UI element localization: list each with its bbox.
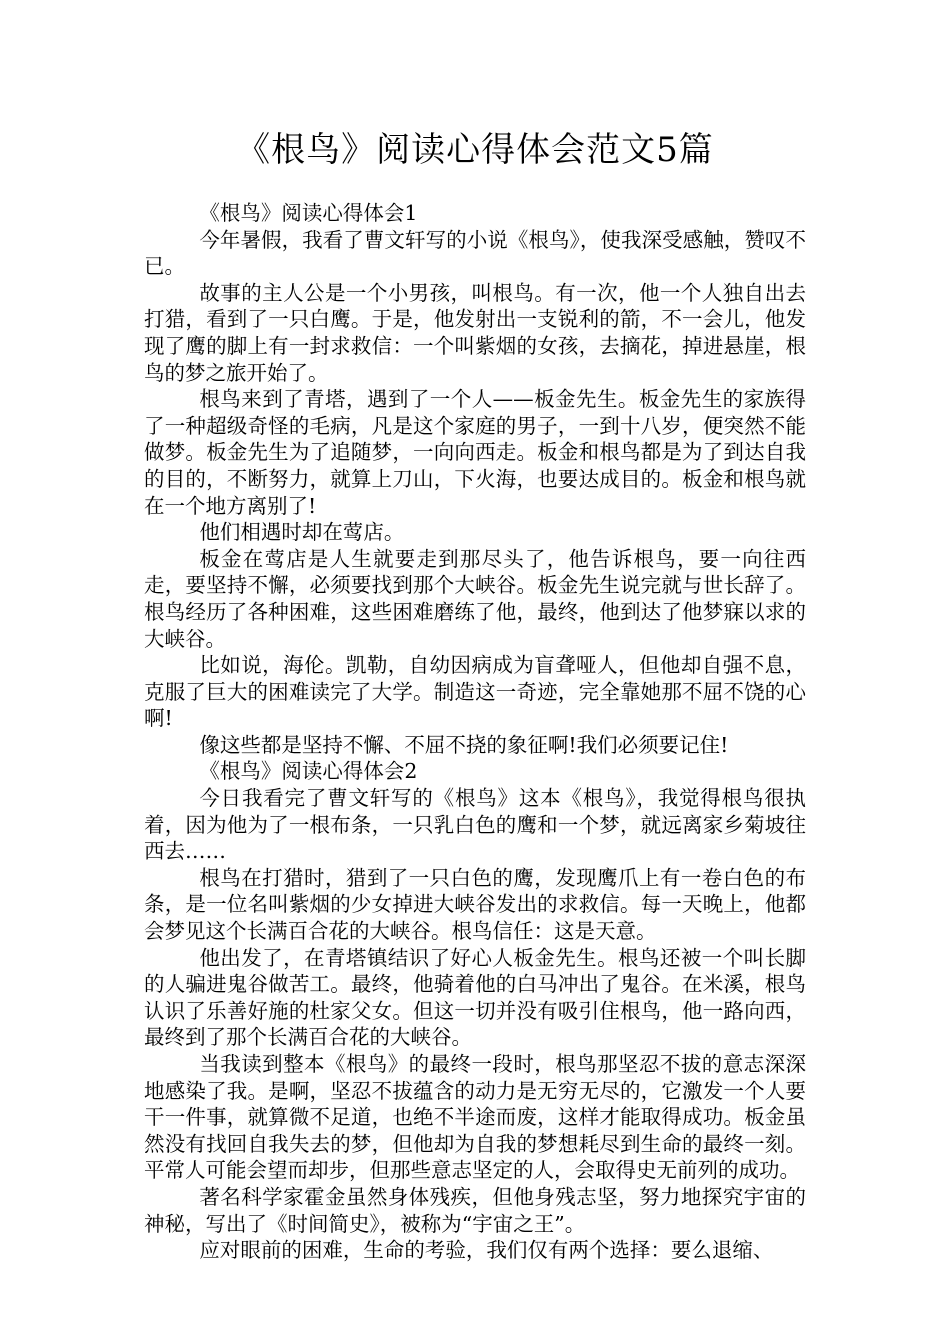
- paragraph: 著名科学家霍金虽然身体残疾，但他身残志坚，努力地探究宇宙的神秘，写出了《时间简史》，被称为“宇宙之王”。: [144, 1184, 806, 1236]
- paragraph: 他出发了，在青塔镇结识了好心人板金先生。根鸟还被一个叫长脚的人骗进鬼谷做苦工。最终，他骑着他的白马冲出了鬼谷。在米溪，根鸟认识了乐善好施的杜家父女。但这一切并没有吸引住根鸟，他一路向西，最终到了那个长满百合花的大峡谷。: [144, 945, 806, 1050]
- document-title: 《根鸟》阅读心得体会范文5篇: [236, 130, 714, 170]
- paragraph: 应对眼前的困难，生命的考验，我们仅有两个选择：要么退缩、: [199, 1238, 774, 1263]
- paragraph: 像这些都是坚持不懈、不屈不挠的象征啊!我们必须要记住!: [199, 732, 729, 757]
- paragraph: 今年暑假，我看了曹文轩写的小说《根鸟》，使我深受感触，赞叹不已。: [144, 227, 806, 279]
- paragraph: 比如说，海伦。凯勒，自幼因病成为盲聋哑人，但他却自强不息，克服了巨大的困难读完了大学。制造这一奇迹，完全靠她那不屈不饶的心啊!: [144, 653, 806, 731]
- section-heading: 《根鸟》阅读心得体会1: [199, 201, 418, 225]
- section-heading: 《根鸟》阅读心得体会2: [199, 759, 418, 784]
- paragraph: 今日我看完了曹文轩写的《根鸟》这本《根鸟》，我觉得根鸟很执着，因为他为了一根布条，一只乳白色的鹰和一个梦，就远离家乡菊坡往西去……: [144, 786, 806, 864]
- paragraph: 板金在莺店是人生就要走到那尽头了，他告诉根鸟，要一向往西走，要坚持不懈，必须要找到那个大峡谷。板金先生说完就与世长辞了。根鸟经历了各种困难，这些困难磨练了他，最终，他到达了他梦寐以求的大峡谷。: [144, 546, 806, 651]
- document-body: [144, 200, 806, 1264]
- paragraph: 根鸟来到了青塔，遇到了一个人——板金先生。板金先生的家族得了一种超级奇怪的毛病，凡是这个家庭的男子，一到十八岁，便突然不能做梦。板金先生为了追随梦，一向向西走。板金和根鸟都是为了到达自我的目的，不断努力，就算上刀山，下火海，也要达成目的。板金和根鸟就在一个地方离别了!: [144, 387, 806, 518]
- paragraph: 故事的主人公是一个小男孩，叫根鸟。有一次，他一个人独自出去打猎，看到了一只白鹰。于是，他发射出一支锐利的箭，不一会儿，他发现了鹰的脚上有一封求救信：一个叫紫烟的女孩，去摘花，掉进悬崖，根鸟的梦之旅开始了。: [144, 280, 806, 385]
- paragraph: 根鸟在打猎时，猎到了一只白色的鹰，发现鹰爪上有一卷白色的布条，是一位名叫紫烟的少女掉进大峡谷发出的求救信。每一天晚上，他都会梦见这个长满百合花的大峡谷。根鸟信任：这是天意。: [144, 865, 806, 944]
- paragraph: 当我读到整本《根鸟》的最终一段时，根鸟那坚忍不拔的意志深深地感染了我。是啊，坚忍不拔蕴含的动力是无穷无尽的，它激发一个人要干一件事，就算微不足道，也绝不半途而废，这样才能取得成功。板金虽然没有找回自我失去的梦，但他却为自我的梦想耗尽到生命的最终一刻。平常人可能会望而却步，但那些意志坚定的人，会取得史无前列的成功。: [144, 1052, 806, 1183]
- paragraph: 他们相遇时却在莺店。: [199, 520, 405, 545]
